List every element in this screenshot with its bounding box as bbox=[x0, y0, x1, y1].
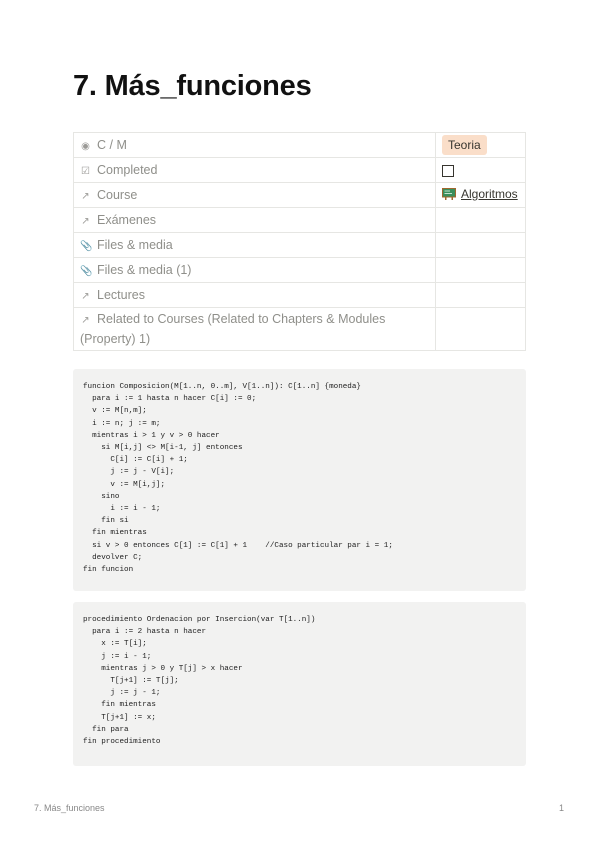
property-row bbox=[74, 133, 526, 158]
property-key bbox=[74, 233, 436, 258]
property-value[interactable] bbox=[436, 308, 526, 351]
property-label: Course bbox=[97, 188, 138, 202]
property-label: Completed bbox=[97, 163, 158, 177]
property-value[interactable] bbox=[436, 208, 526, 233]
property-label: Related to Courses (Related to Chapters & Modules (Property) 1) bbox=[80, 312, 386, 346]
properties-table bbox=[73, 132, 526, 351]
property-value[interactable] bbox=[436, 233, 526, 258]
property-label: Exámenes bbox=[97, 213, 157, 227]
code-block: funcion Composicion(M[1..n, 0..m], V[1..n]): C[1..n] {moneda} para i := 1 hasta n hacer C[i] := 0; v := M[n,m]; i := n; j := m; mientras i > 1 y v > 0 hacer si M[i,j] <> M[i-1, j] entonces C[i] := C[i] + 1; j := j - V[i]; v := M[i,j]; sino i := i - 1; fin si fin mientras si v > 0 entonces C[1] := C[1] + 1 //Caso particular par i = 1; devolver C; fin funcion bbox=[73, 369, 526, 591]
arrow-up-right-icon: ↗ bbox=[81, 191, 90, 202]
property-row bbox=[74, 258, 526, 283]
footer-title: 7. Más_funciones bbox=[34, 803, 105, 813]
property-row bbox=[74, 208, 526, 233]
property-value[interactable] bbox=[436, 258, 526, 283]
select-tag[interactable]: Teoria bbox=[442, 135, 487, 155]
chalkboard-icon bbox=[442, 188, 456, 200]
property-label: Lectures bbox=[97, 288, 145, 302]
completed-checkbox[interactable] bbox=[442, 165, 454, 177]
property-row bbox=[74, 283, 526, 308]
property-key bbox=[74, 308, 436, 351]
property-key bbox=[74, 283, 436, 308]
relation-link[interactable] bbox=[442, 187, 518, 201]
property-value[interactable] bbox=[436, 133, 526, 158]
code-block: procedimiento Ordenacion por Insercion(var T[1..n]) para i := 2 hasta n hacer x := T[i]; j := i - 1; mientras j > 0 y T[j] > x hacer T[j+1] := T[j]; j := j - 1; fin mientras T[j+1] := x; fin para fin procedimiento bbox=[73, 602, 526, 766]
property-key bbox=[74, 208, 436, 233]
property-label: C / M bbox=[97, 138, 127, 152]
property-row bbox=[74, 233, 526, 258]
property-row bbox=[74, 308, 526, 351]
course-link-label[interactable]: Algoritmos bbox=[461, 187, 518, 201]
arrow-up-right-icon: ↗ bbox=[81, 216, 90, 227]
property-key bbox=[74, 258, 436, 283]
property-label: Files & media (1) bbox=[97, 263, 192, 277]
property-row bbox=[74, 183, 526, 208]
property-value[interactable] bbox=[436, 283, 526, 308]
property-key bbox=[74, 158, 436, 183]
circle-dot-icon: ◉ bbox=[81, 141, 90, 152]
page-title: 7. Más_funciones bbox=[73, 70, 312, 102]
property-key bbox=[74, 183, 436, 208]
property-row bbox=[74, 158, 526, 183]
property-value[interactable] bbox=[436, 158, 526, 183]
paperclip-icon: 📎 bbox=[80, 241, 93, 252]
arrow-up-right-icon: ↗ bbox=[81, 315, 90, 326]
property-label: Files & media bbox=[97, 238, 173, 252]
property-value[interactable] bbox=[436, 183, 526, 208]
checkbox-icon: ☑ bbox=[81, 166, 90, 177]
page-number: 1 bbox=[558, 803, 564, 813]
arrow-up-right-icon: ↗ bbox=[81, 291, 90, 302]
paperclip-icon: 📎 bbox=[80, 266, 93, 277]
property-key bbox=[74, 133, 436, 158]
